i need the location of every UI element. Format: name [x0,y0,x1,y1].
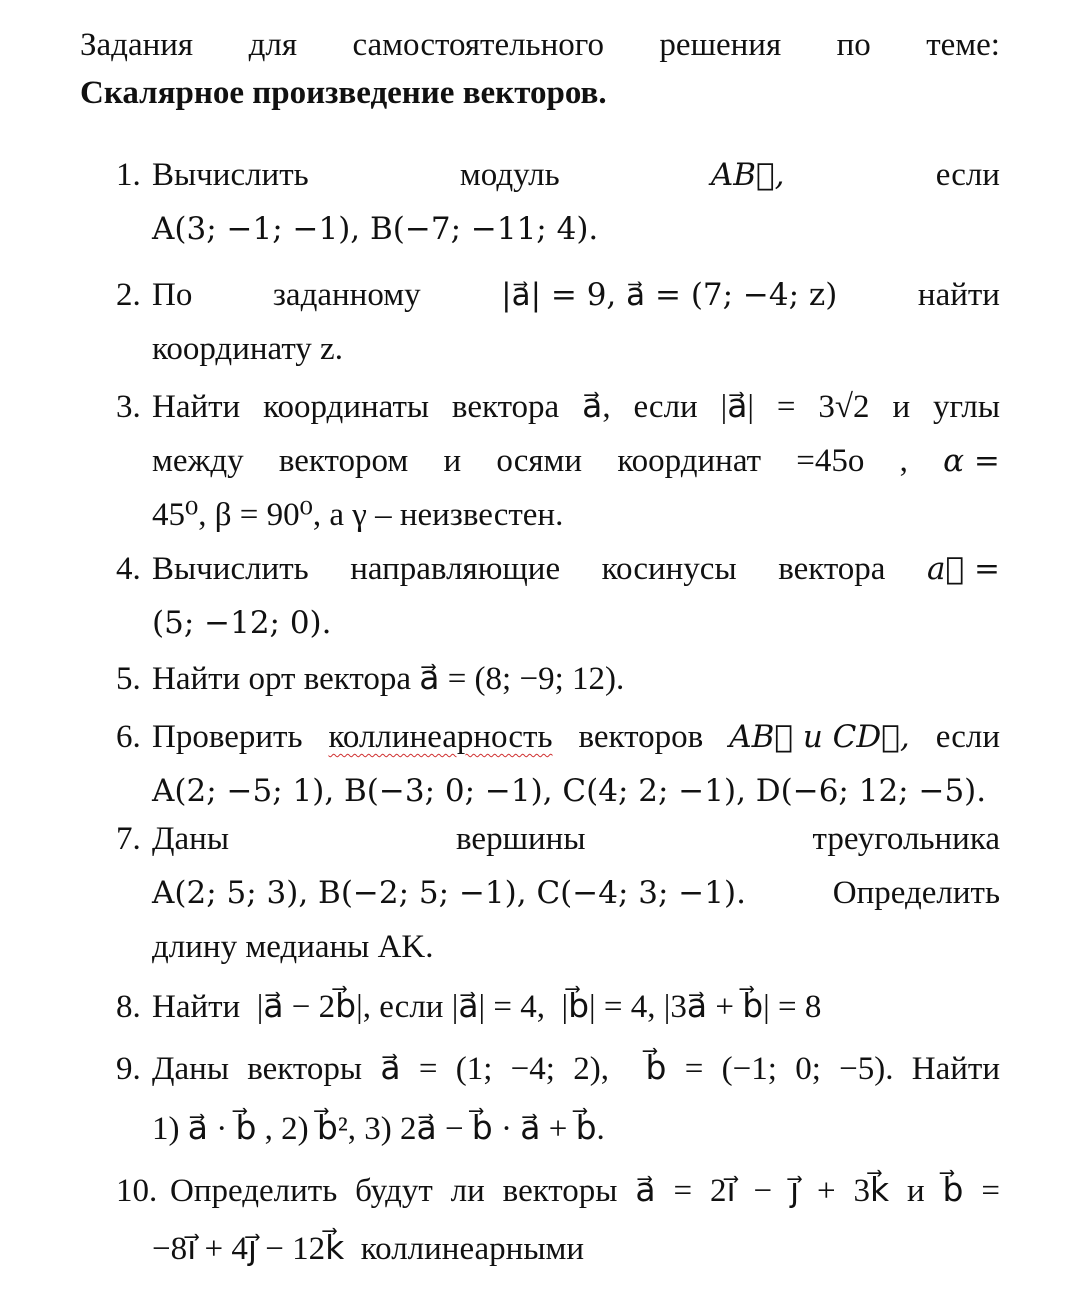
task-3-line-3: 45⁰, β = 90⁰, а γ – неизвестен. [152,497,564,533]
task-6-line-2: A(2; −5; 1), B(−3; 0; −1), C(4; 2; −1), D(−6; 12; −5). [152,773,987,809]
intro-line [80,18,1000,72]
task-text: Найти координаты вектора a⃗, если |a⃗| = 3√2 и углы [152,389,1000,425]
task-word: вектора [778,551,886,587]
task-word: направляющие [350,551,561,587]
spellcheck-word[interactable]: коллинеарность [328,719,553,755]
vector-ab: AB⃗, [710,157,785,193]
task-text: Найти орт вектора a⃗ = (8; −9; 12). [152,661,625,697]
task-1-line-2: A(3; −1; −1), B(−7; −11; 4). [152,211,599,247]
task-word: =45о [796,443,865,479]
intro-word: для [248,27,297,63]
task-4-line-2: (5; −12; 0). [152,605,332,641]
task-number: 6. [116,719,141,755]
task-text: Даны векторы a⃗ = (1; −4; 2), b⃗ = (−1; 0; −5). Найти [152,1051,1000,1087]
intro-word: теме: [926,27,1000,63]
intro-word: по [836,27,871,63]
intro-word: решения [659,27,782,63]
task-number: 2. [116,277,141,313]
task-formula: |a⃗| = 9, a⃗ = (7; −4; z) [501,277,838,313]
task-word: Проверить [152,719,303,755]
task-word: косинусы [601,551,737,587]
task-word: осями [496,443,583,479]
task-number: 3. [116,389,141,425]
task-formula: a⃗ = [927,551,1000,587]
task-word: найти [917,277,1000,313]
task-word: По [152,277,193,313]
task-number: 8. [116,989,141,1025]
task-word: Даны [152,821,229,857]
task-7-line-3: длину медианы AK. [152,929,434,965]
task-2-line-2: координату z. [152,331,343,367]
task-word: если [935,719,1000,755]
task-number: 10. [116,1173,158,1209]
task-10-line-2: −8i⃗ + 4j⃗ − 12k⃗ коллинеарными [152,1231,585,1267]
task-number: 5. [116,661,141,697]
task-text: Найти |a⃗ − 2b⃗|, если |a⃗| = 4, |b⃗| = 4, |3a⃗ + b⃗| = 8 [152,989,822,1025]
task-word: , [899,443,908,479]
task-9-line-2: 1) a⃗ · b⃗ , 2) b⃗², 3) 2a⃗ − b⃗ · a⃗ + b⃗. [152,1111,605,1147]
task-word: вершины [456,821,586,857]
task-formula: α = [943,443,1000,479]
task-word: вектором [278,443,409,479]
task-word: координат [617,443,762,479]
task-number: 9. [116,1051,141,1087]
task-formula: AB⃗ и CD⃗, [729,719,910,755]
task-number: 4. [116,551,141,587]
task-text: Определить будут ли векторы a⃗ = 2i⃗ − j⃗ + 3k⃗ и b⃗ = [170,1173,1000,1209]
task-word: между [152,443,244,479]
task-7-line-2 [152,866,1000,920]
task-word: Вычислить [152,551,309,587]
intro-word: Задания [80,27,194,63]
task-word: и [443,443,462,479]
task-word: Определить [832,875,1000,911]
task-word: если [935,157,1000,193]
task-number: 1. [116,157,141,193]
task-word: заданному [272,277,421,313]
task-formula: A(2; 5; 3), B(−2; 5; −1), C(−4; 3; −1). [152,875,746,911]
task-word: векторов [578,719,704,755]
task-number: 7. [116,821,141,857]
task-word: Вычислить [152,157,309,193]
document-title: Скалярное произведение векторов. [80,75,607,111]
task-word: модуль [459,157,560,193]
task-3-line-2 [152,434,1000,488]
intro-word: самостоятельного [352,27,604,63]
task-word: треугольника [812,821,1000,857]
